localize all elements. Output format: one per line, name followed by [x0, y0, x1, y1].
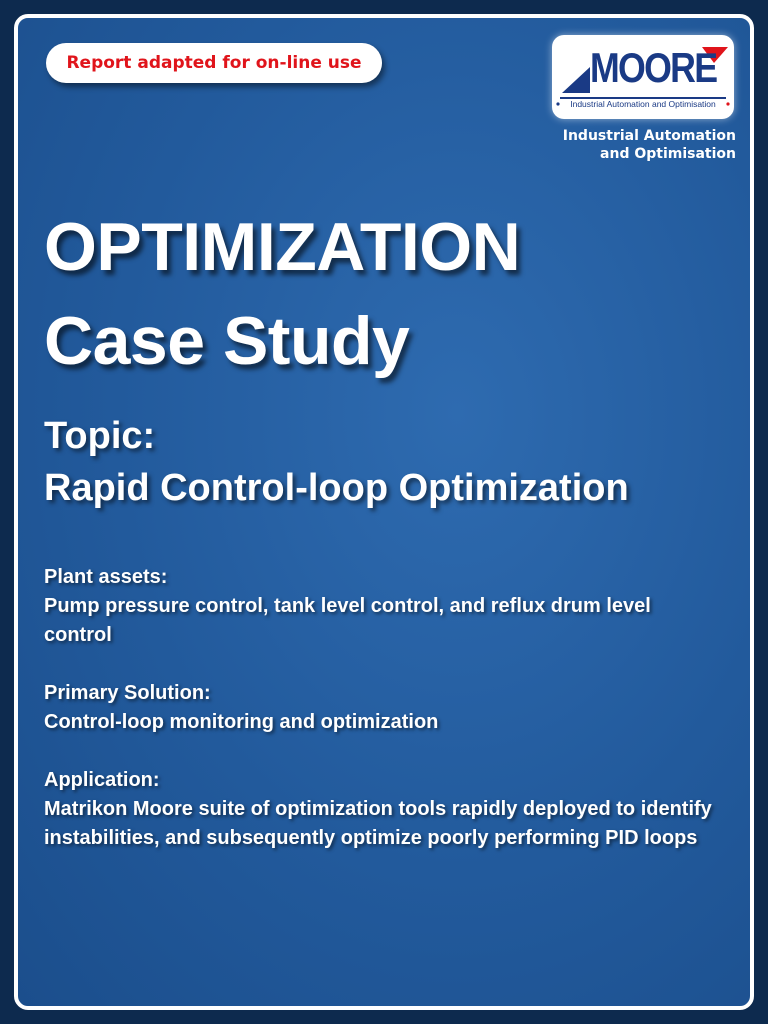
moore-logo: [552, 35, 734, 119]
section-application: [44, 766, 724, 853]
title-line-1: OPTIMIZATION: [44, 209, 521, 285]
notice-text: Report adapted for on-line use: [66, 53, 362, 73]
section-body: Matrikon Moore suite of optimization tools rapidly deployed to identify instabilities, and subsequently optimize poorly performing PID loops: [44, 798, 712, 849]
section-heading: Application:: [44, 769, 160, 791]
section-primary-solution: [44, 679, 724, 737]
section-heading: Primary Solution:: [44, 682, 211, 704]
logo-tagline: Industrial Automation and Optimisation: [570, 99, 716, 109]
cover-panel: [14, 14, 754, 1010]
details-block: [44, 563, 724, 882]
title-line-2: Case Study: [44, 303, 410, 379]
online-use-notice: [46, 43, 382, 83]
section-body: Pump pressure control, tank level control, and reflux drum level control: [44, 595, 651, 646]
section-plant-assets: [44, 563, 724, 650]
logo-caption-line: Industrial Automation: [562, 128, 736, 144]
topic-block: [44, 410, 629, 514]
section-heading: Plant assets:: [44, 566, 168, 588]
logo-caption-line: and Optimisation: [600, 146, 736, 162]
logo-caption: [498, 127, 736, 163]
logo-triangle-icon: [562, 67, 590, 93]
logo-wordmark: MOORE: [590, 44, 717, 91]
topic-value: Rapid Control-loop Optimization: [44, 467, 629, 509]
page-title: [44, 200, 520, 388]
topic-label: Topic:: [44, 415, 156, 457]
section-body: Control-loop monitoring and optimization: [44, 711, 439, 733]
